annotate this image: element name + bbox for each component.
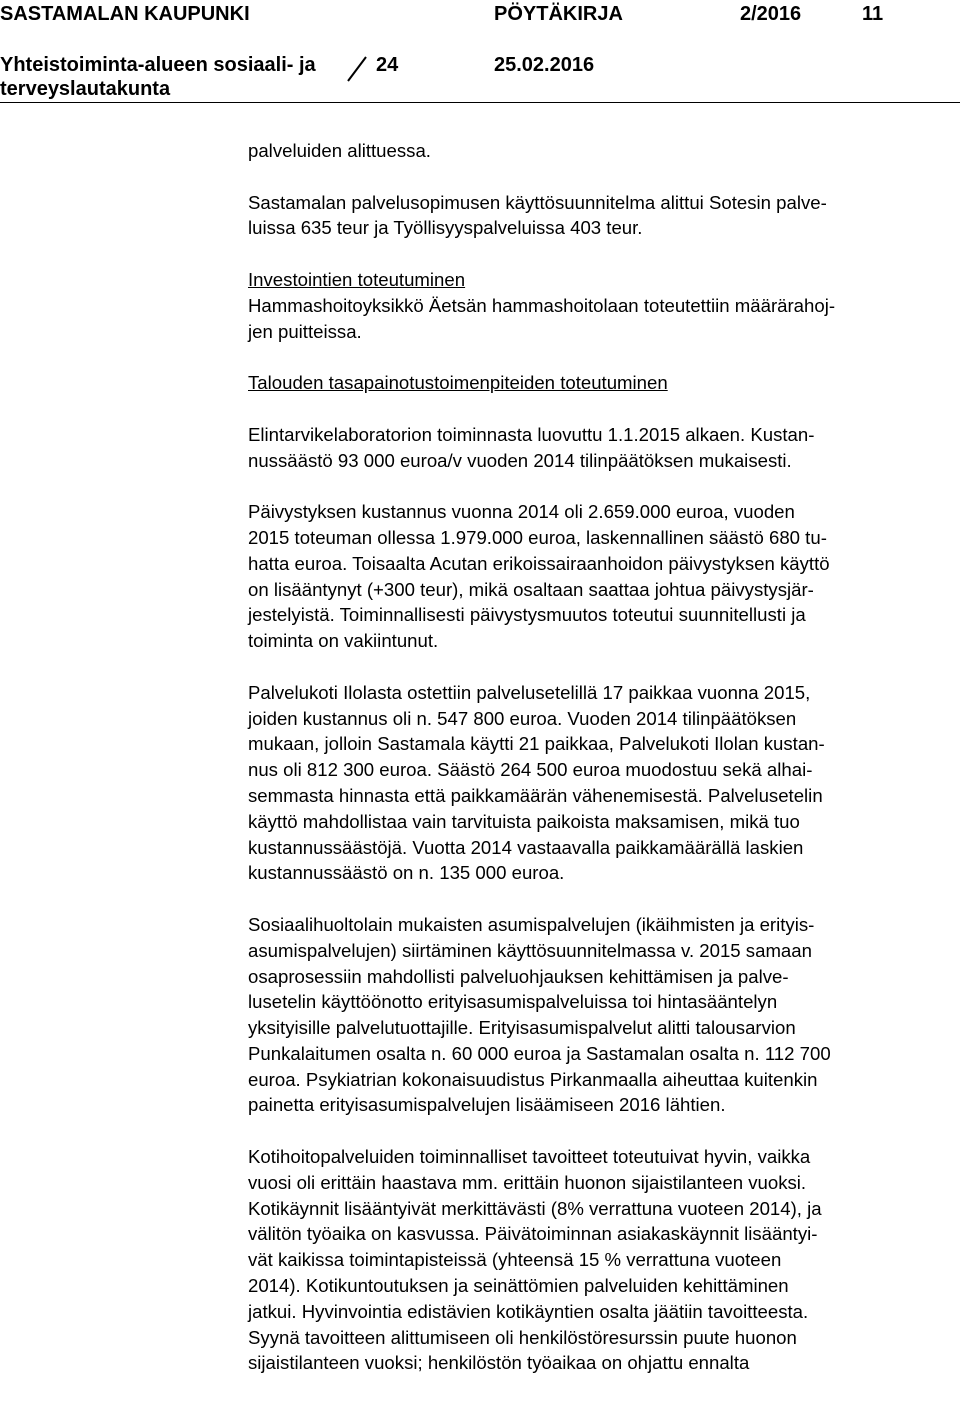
section-heading-investments: Investointien toteutuminen (248, 268, 466, 290)
text-line: Sastamalan palvelusopimusen käyttösuunnitelma alittui Sotesin palve- (248, 191, 827, 213)
text-line: lusetelin käyttöönotto erityisasumispalveluissa toi hintasääntelyn (248, 991, 778, 1013)
text-line: jen puitteissa. (248, 320, 362, 342)
text-line: Punkalaitumen osalta n. 60 000 euroa ja Sastamalan osalta n. 112 700 (248, 1042, 831, 1064)
paragraph-2 (248, 190, 948, 242)
document-number: 2/2016 (740, 3, 802, 25)
text-line: Kotikäynnit lisääntyivät merkittävästi (8% verrattuna vuoteen 2014), ja (248, 1197, 822, 1219)
paragraph-1 (248, 138, 948, 164)
document-body (248, 138, 948, 1402)
committee-name-line2: terveyslautakunta (0, 78, 171, 100)
organization-name: SASTAMALAN KAUPUNKI (0, 3, 250, 25)
text-line: yksityisille palvelutuottajille. Erityisasumispalvelut alitti talousarvion (248, 1017, 796, 1039)
text-line: Elintarvikelaboratorion toiminnasta luovuttu 1.1.2015 alkaen. Kustan- (248, 423, 815, 445)
text-line: hatta euroa. Toisaalta Acutan erikoissairaanhoidon päivystyksen käyttö (248, 552, 830, 574)
text-line: mukaan, jolloin Sastamala käytti 21 paikkaa, Palvelukoti Ilolan kustan- (248, 733, 825, 755)
paragraph-6 (248, 680, 948, 886)
text-line: sijaistilanteen vuoksi; henkilöstön työaikaa on ohjattu ennalta (248, 1352, 750, 1374)
text-line: Hammashoitoyksikkö Äetsän hammashoitolaan toteutettiin määrärahoj- (248, 294, 836, 316)
text-line: jatkui. Hyvinvointia edistävien kotikäyntien osalta jäätiin tavoitteesta. (248, 1300, 809, 1322)
page-header (0, 0, 960, 104)
text-line: välitön työaika on kasvussa. Päivätoiminnan asiakaskäynnit lisääntyi- (248, 1223, 818, 1245)
document-type: PÖYTÄKIRJA (494, 3, 623, 25)
text-line: jestelyistä. Toiminnallisesti päivystysmuutos toteutui suunnitellusti ja (248, 604, 806, 626)
text-line: luissa 635 teur ja Työllisyyspalveluissa 403 teur. (248, 217, 643, 239)
header-divider (0, 102, 960, 103)
text-line: palveluiden alittuessa. (248, 140, 431, 161)
text-line: kustannussäästöjä. Vuotta 2014 vastaavalla paikkamäärällä laskien (248, 836, 804, 858)
text-line: joiden kustannus oli n. 547 800 euroa. Vuoden 2014 tilinpäätöksen (248, 707, 797, 729)
text-line: painetta erityisasumispalvelujen lisäämiseen 2016 lähtien. (248, 1094, 726, 1116)
paragraph-8 (248, 1144, 948, 1376)
text-line: Kotihoitopalveluiden toiminnalliset tavoitteet toteutuivat hyvin, vaikka (248, 1146, 811, 1168)
text-line: nus oli 812 300 euroa. Säästö 264 500 euroa muodostuu sekä alhai- (248, 759, 813, 781)
text-line: kustannussäästö on n. 135 000 euroa. (248, 862, 565, 884)
text-line: käyttö mahdollistaa vain tarvituista paikoista maksamisen, mikä tuo (248, 810, 800, 832)
text-line: osaprosessiin mahdollisti palveluohjauksen kehittämisen ja palve- (248, 965, 789, 987)
meeting-date: 25.02.2016 (494, 54, 595, 76)
text-line: asumispalvelujen) siirtäminen käyttösuunnitelmassa v. 2015 samaan (248, 939, 812, 961)
paragraph-heading-2 (248, 370, 948, 396)
text-line: euroa. Psykiatrian kokonaisuudistus Pirkanmaalla aiheuttaa kuitenkin (248, 1068, 818, 1090)
section-heading-balancing: Talouden tasapainotustoimenpiteiden toteutuminen (248, 372, 668, 394)
text-line: Päivystyksen kustannus vuonna 2014 oli 2.659.000 euroa, vuoden (248, 501, 795, 523)
text-line: vät kaikissa toimintapisteissä (yhteensä 15 % verrattuna vuoteen (248, 1249, 782, 1271)
text-line: on lisääntynyt (+300 teur), mikä osaltaan saattaa johtua päivystysjär- (248, 578, 814, 600)
paragraph-3 (248, 267, 948, 344)
text-line: Syynä tavoitteen alittumiseen oli henkilöstöresurssin puute huonon (248, 1326, 797, 1348)
section-sign-icon (346, 55, 368, 83)
text-line: semmasta hinnasta että paikkamäärän vähenemisestä. Palvelusetelin (248, 784, 823, 806)
page-number: 11 (862, 3, 884, 25)
section-number: 24 (376, 54, 399, 76)
paragraph-4 (248, 422, 948, 474)
committee-name-line1: Yhteistoiminta-alueen sosiaali- ja (0, 54, 316, 76)
text-line: nussäästö 93 000 euroa/v vuoden 2014 tilinpäätöksen mukaisesti. (248, 449, 792, 471)
paragraph-7 (248, 912, 948, 1118)
text-line: 2014). Kotikuntoutuksen ja seinättömien palveluiden kehittäminen (248, 1275, 789, 1297)
paragraph-5 (248, 499, 948, 654)
text-line: Palvelukoti Ilolasta ostettiin palvelusetelillä 17 paikkaa vuonna 2015, (248, 681, 811, 703)
text-line: vuosi oli erittäin haastava mm. erittäin huonon sijaistilanteen vuoksi. (248, 1171, 807, 1193)
text-line: toiminta on vakiintunut. (248, 630, 439, 652)
text-line: 2015 toteuman ollessa 1.979.000 euroa, laskennallinen säästö 680 tu- (248, 526, 827, 548)
text-line: Sosiaalihuoltolain mukaisten asumispalvelujen (ikäihmisten ja erityis- (248, 913, 815, 935)
